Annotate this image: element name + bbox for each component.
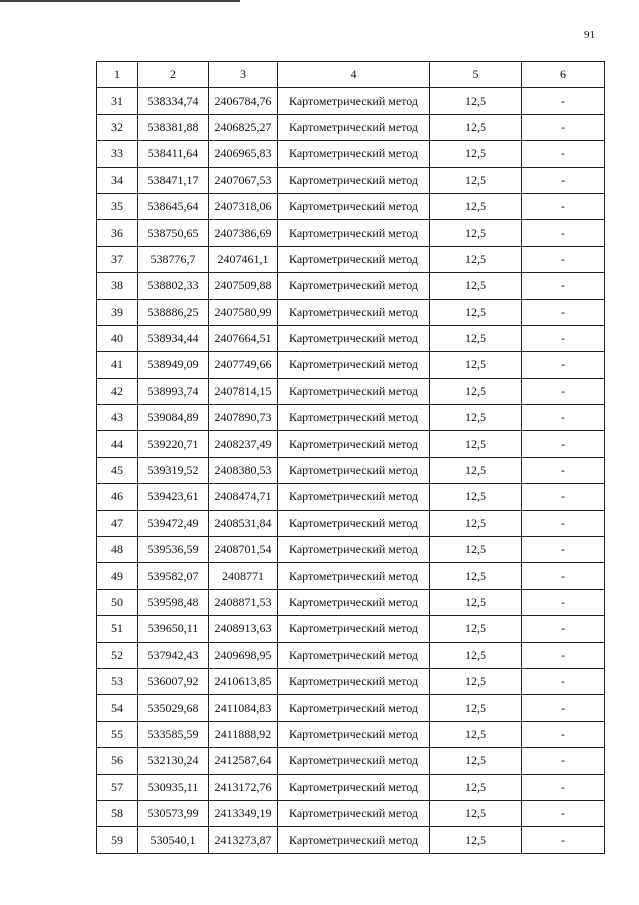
table-row [97,668,605,694]
x-coordinate-cell: 539084,89 [138,405,209,431]
point-number-cell: 54 [97,695,138,721]
x-coordinate-cell: 538993,74 [138,378,209,404]
table-row [97,88,605,114]
accuracy-cell: 12,5 [430,510,522,536]
y-coordinate-cell: 2412587,64 [209,748,278,774]
table-row [97,748,605,774]
x-coordinate-cell: 538886,25 [138,299,209,325]
y-coordinate-cell: 2407890,73 [209,405,278,431]
accuracy-cell: 12,5 [430,193,522,219]
point-number-cell: 57 [97,774,138,800]
y-coordinate-cell: 2406825,27 [209,114,278,140]
note-cell: - [522,484,605,510]
accuracy-cell: 12,5 [430,695,522,721]
accuracy-cell: 12,5 [430,167,522,193]
note-cell: - [522,88,605,114]
accuracy-cell: 12,5 [430,668,522,694]
point-number-cell: 41 [97,352,138,378]
accuracy-cell: 12,5 [430,616,522,642]
note-cell: - [522,405,605,431]
note-cell: - [522,800,605,826]
y-coordinate-cell: 2407386,69 [209,220,278,246]
accuracy-cell: 12,5 [430,431,522,457]
method-cell: Картометрический метод [278,642,430,668]
point-number-cell: 36 [97,220,138,246]
method-cell: Картометрический метод [278,537,430,563]
y-coordinate-cell: 2411888,92 [209,721,278,747]
point-number-cell: 48 [97,537,138,563]
method-cell: Картометрический метод [278,827,430,853]
x-coordinate-cell: 538934,44 [138,325,209,351]
x-coordinate-cell: 538949,09 [138,352,209,378]
note-cell: - [522,510,605,536]
point-number-cell: 37 [97,246,138,272]
table-row [97,484,605,510]
y-coordinate-cell: 2407509,88 [209,273,278,299]
note-cell: - [522,563,605,589]
y-coordinate-cell: 2406784,76 [209,88,278,114]
table-row [97,193,605,219]
accuracy-cell: 12,5 [430,642,522,668]
point-number-cell: 34 [97,167,138,193]
x-coordinate-cell: 530540,1 [138,827,209,853]
method-cell: Картометрический метод [278,352,430,378]
note-cell: - [522,220,605,246]
table-row [97,114,605,140]
point-number-cell: 38 [97,273,138,299]
note-cell: - [522,748,605,774]
point-number-cell: 51 [97,616,138,642]
note-cell: - [522,352,605,378]
accuracy-cell: 12,5 [430,589,522,615]
accuracy-cell: 12,5 [430,114,522,140]
accuracy-cell: 12,5 [430,352,522,378]
table-row [97,510,605,536]
method-cell: Картометрический метод [278,273,430,299]
accuracy-cell: 12,5 [430,748,522,774]
table-row [97,827,605,853]
table-row [97,431,605,457]
accuracy-cell: 12,5 [430,827,522,853]
table-row [97,589,605,615]
x-coordinate-cell: 537942,43 [138,642,209,668]
note-cell: - [522,299,605,325]
note-cell: - [522,589,605,615]
table-row [97,774,605,800]
point-number-cell: 46 [97,484,138,510]
method-cell: Картометрический метод [278,616,430,642]
table-row [97,220,605,246]
table-row [97,537,605,563]
method-cell: Картометрический метод [278,484,430,510]
y-coordinate-cell: 2408871,53 [209,589,278,615]
x-coordinate-cell: 538750,65 [138,220,209,246]
point-number-cell: 58 [97,800,138,826]
method-cell: Картометрический метод [278,299,430,325]
point-number-cell: 56 [97,748,138,774]
note-cell: - [522,774,605,800]
table-header [97,62,605,88]
x-coordinate-cell: 533585,59 [138,721,209,747]
method-cell: Картометрический метод [278,748,430,774]
table-body [97,88,605,853]
accuracy-cell: 12,5 [430,299,522,325]
method-cell: Картометрический метод [278,589,430,615]
point-number-cell: 55 [97,721,138,747]
x-coordinate-cell: 538802,33 [138,273,209,299]
point-number-cell: 35 [97,193,138,219]
note-cell: - [522,616,605,642]
note-cell: - [522,721,605,747]
note-cell: - [522,167,605,193]
method-cell: Картометрический метод [278,141,430,167]
point-number-cell: 49 [97,563,138,589]
y-coordinate-cell: 2407067,53 [209,167,278,193]
method-cell: Картометрический метод [278,668,430,694]
y-coordinate-cell: 2408474,71 [209,484,278,510]
point-number-cell: 39 [97,299,138,325]
y-coordinate-cell: 2407318,06 [209,193,278,219]
table-row [97,378,605,404]
note-cell: - [522,114,605,140]
x-coordinate-cell: 536007,92 [138,668,209,694]
y-coordinate-cell: 2407749,66 [209,352,278,378]
table-row [97,325,605,351]
method-cell: Картометрический метод [278,721,430,747]
accuracy-cell: 12,5 [430,220,522,246]
point-number-cell: 47 [97,510,138,536]
point-number-cell: 53 [97,668,138,694]
note-cell: - [522,246,605,272]
table-row [97,616,605,642]
y-coordinate-cell: 2407461,1 [209,246,278,272]
table-row [97,299,605,325]
method-cell: Картометрический метод [278,378,430,404]
header-cell-6: 6 [522,62,605,88]
point-number-cell: 45 [97,457,138,483]
x-coordinate-cell: 539650,11 [138,616,209,642]
note-cell: - [522,827,605,853]
x-coordinate-cell: 538776,7 [138,246,209,272]
accuracy-cell: 12,5 [430,88,522,114]
accuracy-cell: 12,5 [430,273,522,299]
note-cell: - [522,431,605,457]
table-row [97,800,605,826]
header-cell-2: 2 [138,62,209,88]
y-coordinate-cell: 2408913,63 [209,616,278,642]
x-coordinate-cell: 535029,68 [138,695,209,721]
x-coordinate-cell: 538381,88 [138,114,209,140]
y-coordinate-cell: 2410613,85 [209,668,278,694]
table-row [97,167,605,193]
page-number: 91 [584,29,595,41]
header-cell-4: 4 [278,62,430,88]
x-coordinate-cell: 539598,48 [138,589,209,615]
x-coordinate-cell: 538471,17 [138,167,209,193]
x-coordinate-cell: 538334,74 [138,88,209,114]
method-cell: Картометрический метод [278,114,430,140]
note-cell: - [522,537,605,563]
header-cell-5: 5 [430,62,522,88]
point-number-cell: 42 [97,378,138,404]
accuracy-cell: 12,5 [430,246,522,272]
x-coordinate-cell: 539582,07 [138,563,209,589]
table-row [97,141,605,167]
x-coordinate-cell: 539536,59 [138,537,209,563]
accuracy-cell: 12,5 [430,325,522,351]
table-row [97,695,605,721]
y-coordinate-cell: 2408771 [209,563,278,589]
method-cell: Картометрический метод [278,405,430,431]
accuracy-cell: 12,5 [430,141,522,167]
method-cell: Картометрический метод [278,563,430,589]
y-coordinate-cell: 2413349,19 [209,800,278,826]
x-coordinate-cell: 530935,11 [138,774,209,800]
accuracy-cell: 12,5 [430,563,522,589]
y-coordinate-cell: 2409698,95 [209,642,278,668]
note-cell: - [522,668,605,694]
header-cell-1: 1 [97,62,138,88]
accuracy-cell: 12,5 [430,405,522,431]
note-cell: - [522,325,605,351]
note-cell: - [522,193,605,219]
method-cell: Картометрический метод [278,193,430,219]
header-row [97,62,605,88]
method-cell: Картометрический метод [278,88,430,114]
accuracy-cell: 12,5 [430,457,522,483]
point-number-cell: 33 [97,141,138,167]
note-cell: - [522,695,605,721]
method-cell: Картометрический метод [278,457,430,483]
accuracy-cell: 12,5 [430,378,522,404]
table-row [97,352,605,378]
x-coordinate-cell: 532130,24 [138,748,209,774]
method-cell: Картометрический метод [278,167,430,193]
y-coordinate-cell: 2408380,53 [209,457,278,483]
top-rule [0,0,240,2]
accuracy-cell: 12,5 [430,537,522,563]
point-number-cell: 59 [97,827,138,853]
method-cell: Картометрический метод [278,325,430,351]
note-cell: - [522,378,605,404]
table-row [97,273,605,299]
point-number-cell: 40 [97,325,138,351]
x-coordinate-cell: 539472,49 [138,510,209,536]
method-cell: Картометрический метод [278,431,430,457]
y-coordinate-cell: 2411084,83 [209,695,278,721]
x-coordinate-cell: 538411,64 [138,141,209,167]
note-cell: - [522,273,605,299]
table-row [97,457,605,483]
accuracy-cell: 12,5 [430,774,522,800]
note-cell: - [522,457,605,483]
accuracy-cell: 12,5 [430,721,522,747]
method-cell: Картометрический метод [278,246,430,272]
table-row [97,405,605,431]
y-coordinate-cell: 2408701,54 [209,537,278,563]
point-number-cell: 43 [97,405,138,431]
y-coordinate-cell: 2407580,99 [209,299,278,325]
y-coordinate-cell: 2408237,49 [209,431,278,457]
point-number-cell: 52 [97,642,138,668]
y-coordinate-cell: 2407664,51 [209,325,278,351]
table-row [97,721,605,747]
note-cell: - [522,141,605,167]
header-cell-3: 3 [209,62,278,88]
y-coordinate-cell: 2413273,87 [209,827,278,853]
y-coordinate-cell: 2407814,15 [209,378,278,404]
method-cell: Картометрический метод [278,774,430,800]
x-coordinate-cell: 539319,52 [138,457,209,483]
coordinates-table [96,61,605,854]
point-number-cell: 31 [97,88,138,114]
y-coordinate-cell: 2413172,76 [209,774,278,800]
x-coordinate-cell: 539423,61 [138,484,209,510]
method-cell: Картометрический метод [278,510,430,536]
table-row [97,563,605,589]
y-coordinate-cell: 2408531,84 [209,510,278,536]
y-coordinate-cell: 2406965,83 [209,141,278,167]
accuracy-cell: 12,5 [430,800,522,826]
accuracy-cell: 12,5 [430,484,522,510]
method-cell: Картометрический метод [278,800,430,826]
point-number-cell: 32 [97,114,138,140]
method-cell: Картометрический метод [278,220,430,246]
table-row [97,246,605,272]
x-coordinate-cell: 538645,64 [138,193,209,219]
method-cell: Картометрический метод [278,695,430,721]
point-number-cell: 44 [97,431,138,457]
point-number-cell: 50 [97,589,138,615]
x-coordinate-cell: 530573,99 [138,800,209,826]
note-cell: - [522,642,605,668]
x-coordinate-cell: 539220,71 [138,431,209,457]
table-row [97,642,605,668]
